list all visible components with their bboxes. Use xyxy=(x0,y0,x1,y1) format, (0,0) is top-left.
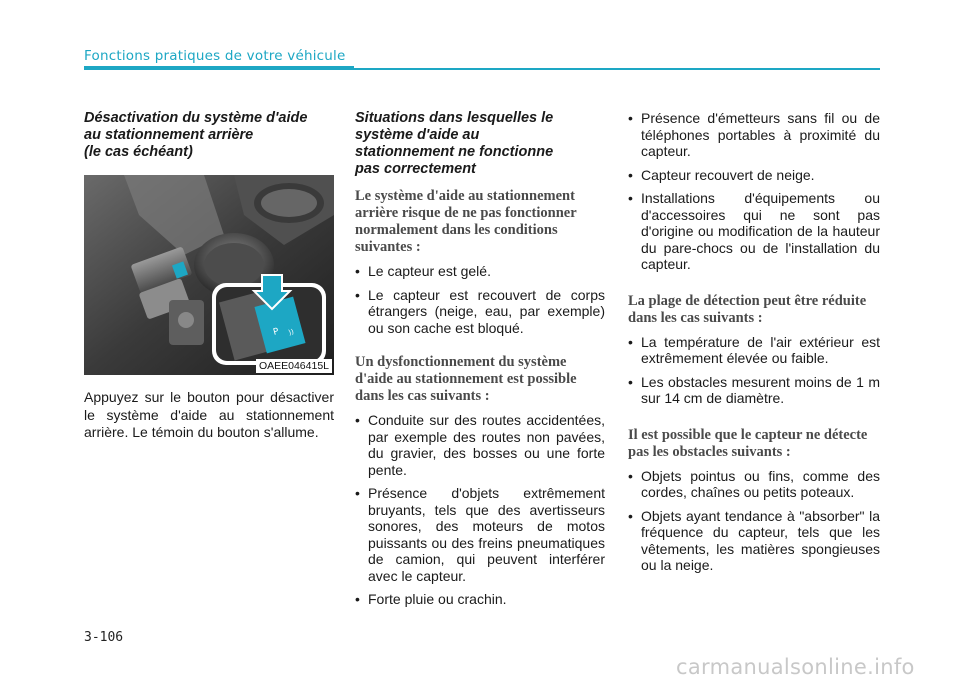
list-item: • Présence d'objets extrêmement bruyants, tels que des avertisseurs sonores, des moteurs de motos puissants ou des freins pneumatiques de camion, qui peuvent interférer avec le capteur. xyxy=(355,485,605,584)
malfunction-list xyxy=(355,412,605,608)
list-item: • Forte pluie ou crachin. xyxy=(355,591,605,608)
list-item: • Présence d'émetteurs sans fil ou de téléphones portables à proximité du capteur. xyxy=(628,110,880,160)
list-item: • Les obstacles mesurent moins de 1 m sur 14 cm de diamètre. xyxy=(628,374,880,407)
section-header: Fonctions pratiques de votre véhicule xyxy=(84,48,346,64)
list-item: • Capteur recouvert de neige. xyxy=(628,167,880,184)
malfunction-heading: Un dysfonctionnement du système d'aide au stationnement est possible dans les cas suivants : xyxy=(355,354,577,404)
watermark: carmanualsonline.info xyxy=(676,655,915,679)
page-number: 3-106 xyxy=(84,630,124,645)
list-item: • Le capteur est gelé. xyxy=(355,263,605,280)
list-item: • Objets pointus ou fins, comme des cordes, chaînes ou petits poteaux. xyxy=(628,468,880,501)
list-item: • Installations d'équipements ou d'accessoires qui ne sont pas d'origine ou modification de la hauteur du pare-chocs ou de l'installation du capteur. xyxy=(628,190,880,273)
image-code-label: OAEE046415L xyxy=(256,359,332,373)
deactivation-paragraph: Appuyez sur le bouton pour désactiver le système d'aide au stationnement arrière. Le témoin du bouton s'allume. xyxy=(84,389,334,440)
deactivation-title: Désactivation du système d'aide au stationnement arrière (le cas échéant) xyxy=(84,110,308,160)
column-deactivation xyxy=(84,110,334,442)
range-list xyxy=(628,334,880,407)
obstacle-heading: Il est possible que le capteur ne détecte pas les obstacles suivants : xyxy=(628,426,868,460)
header-divider-accent xyxy=(84,66,354,69)
console-photo-illustration xyxy=(84,175,334,375)
list-item: • La température de l'air extérieur est extrêmement élevée ou faible. xyxy=(628,334,880,367)
svg-text:P: P xyxy=(272,326,281,338)
list-item: • Objets ayant tendance à "absorber" la fréquence du capteur, tels que les vêtements, les matières spongieuses ou la neige. xyxy=(628,508,880,574)
range-heading: La plage de détection peut être réduite dans les cas suivants : xyxy=(628,292,867,326)
list-item: • Le capteur est recouvert de corps étrangers (neige, eau, par exemple) ou son cache est bloqué. xyxy=(355,287,605,337)
console-photo xyxy=(84,175,334,375)
svg-text:)): )) xyxy=(287,327,295,337)
column-conditions xyxy=(628,110,880,586)
interference-list xyxy=(628,110,880,273)
obstacle-list xyxy=(628,468,880,574)
list-item: • Conduite sur des routes accidentées, par exemple des routes non pavées, du gravier, des bosses ou une forte pente. xyxy=(355,412,605,478)
intro-list xyxy=(355,263,605,336)
situations-intro: Le système d'aide au stationnement arrière risque de ne pas fonctionner normalement dans les conditions suivantes : xyxy=(355,188,577,255)
column-situations xyxy=(355,110,605,620)
situations-title: Situations dans lesquelles le système d'aide au stationnement ne fonctionne pas correctement xyxy=(355,110,554,177)
